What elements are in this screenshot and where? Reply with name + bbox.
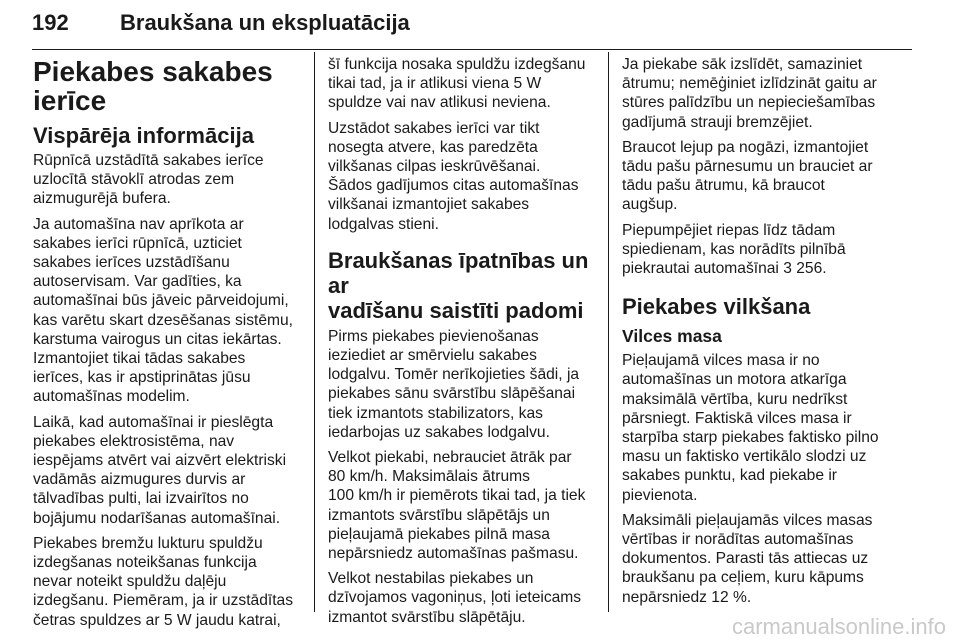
subheading-trailer-load: Vilces masa [622, 326, 722, 347]
site-watermark: carmanualsonline.info [731, 614, 946, 639]
paragraph: Pieļaujamā vilces masa ir no automašīnas un motora atkarīga maksimālā vērtība, kuru nedrīkst pārsniegt. Faktiskā vilces masa ir starpība starp piekabes faktisko pilno masu un faktisko vertikālo slodzi uz sakabes punktu, kad piekabe ir pievienota. [622, 352, 879, 504]
paragraph: Maksimāli pieļaujamās vilces masas vērtības ir norādītas automašīnas dokumentos. Parasti tās attiecas uz braukšanu pa ceļiem, kuru kāpums nepārsniedz 12 %. [622, 511, 873, 606]
paragraph-page-reference: Piepumpējiet riepas līdz tādam spiedienam, kas norādīts pilnībā piekrautai automašīnai 3 256. [622, 221, 846, 278]
column-divider-1 [314, 52, 315, 612]
paragraph: Braucot lejup pa nogāzi, izmantojiet tādu pašu pārnesumu un brauciet ar tādu pašu ātrumu, kā braucot augšup. [622, 138, 873, 214]
paragraph: Velkot nestabilas piekabes un dzīvojamos vagoniņus, ļoti ieteicams izmantot svārstību slāpētāju. [328, 570, 582, 626]
column-divider-2 [608, 52, 609, 612]
subsection-title-general-info: Vispārēja informācija [33, 123, 254, 148]
column-1 [33, 55, 305, 636]
paragraph: Pirms piekabes pievienošanas ieziediet ar smērvielu sakabes lodgalvu. Tomēr nerīkojieties šādi, ja piekabes sānu svārstību slāpēšanai tiek izmantots stabilizators, kas iedarbojas uz sakabes lodgalvu. [328, 327, 580, 441]
paragraph: Laikā, kad automašīnai ir pieslēgta piekabes elektrosistēma, nav iespējams atvērt vai aizvērt elektriski vadāmās aizmugures durvis ar tālvadības pulti, lai izvairītos no bojājumu nodarīšanas automašīnai. [33, 413, 287, 527]
page-header [32, 0, 912, 50]
page-number: 192 [32, 10, 69, 35]
paragraph: šī funkcija nosaka spuldžu izdegšanu tikai tad, ja ir atlikusi viena 5 W spuldze vai nav atlikusi neviena. [328, 56, 586, 112]
paragraph: Rūpnīcā uzstādītā sakabes ierīce uzlocītā stāvoklī atrodas zem aizmugurējā bufera. [33, 152, 264, 208]
section-title-towbar: Piekabes sakabes ierīce [33, 56, 273, 116]
paragraph: Piekabes bremžu lukturu spuldžu izdegšanas noteikšanas funkcija nevar noteikt spuldžu daļēju izdegšanu. Piemēram, ja ir uzstādītas četras spuldzes ar 5 W jaudu katrai, [33, 534, 294, 629]
subsection-title-towing: Piekabes vilkšana [622, 294, 811, 320]
running-title: Braukšana un ekspluatācija [120, 10, 410, 35]
paragraph: Ja piekabe sāk izslīdēt, samaziniet ātrumu; nemēģiniet izlīdzināt gaitu ar stūres palīdzību un nepieciešamības gadījumā strauji bremzējiet. [622, 56, 877, 131]
header-divider [32, 49, 912, 50]
column-3 [622, 55, 912, 613]
paragraph: Ja automašīna nav aprīkota ar sakabes ierīci rūpnīcā, uzticiet sakabes ierīces uzstādīšanu autoservisam. Var gadīties, ka automašīnai būs jāveic pārveidojumi, kas varētu skart dzesēšanas sistēmu, karstuma vairogus un citas iekārtas. Izmantojiet tikai tādas sakabes ierīces, kas ir apstiprinātas jūsu automašīnas modelim. [33, 215, 294, 406]
subsection-title-driving-tips: Braukšanas īpatnības un ar vadīšanu saistīti padomi [328, 247, 589, 323]
paragraph: Uzstādot sakabes ierīci var tikt nosegta atvere, kas paredzēta vilkšanas cilpas ieskrūvēšanai. Šādos gadījumos citas automašīnas vilkšanai izmantojiet sakabes lodgalvas stieni. [328, 119, 579, 233]
paragraph: Velkot piekabi, nebrauciet ātrāk par 80 km/h. Maksimālais ātrums 100 km/h ir piemērots tikai tad, ja tiek izmantots svārstību slāpētājs un pieļaujamā piekabes pilnā masa nepārsniedz automašīnas pašmasu. [328, 449, 586, 563]
column-2 [328, 55, 596, 633]
